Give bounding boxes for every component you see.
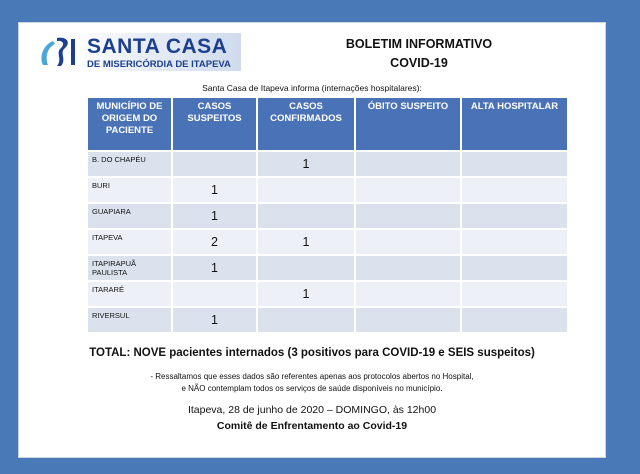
total-summary: TOTAL: NOVE pacientes internados (3 positivos para COVID-19 e SEIS suspeitos) (89, 347, 535, 359)
cell-suspeitos: 1 (173, 204, 256, 228)
logo-subtitle: DE MISERICÓRDIA DE ITAPEVA (87, 59, 231, 70)
logo-title: SANTA CASA (87, 35, 228, 58)
table-row (88, 178, 567, 202)
table-row (88, 282, 567, 306)
cell-municipio: BURI (88, 178, 171, 202)
cell-suspeitos: 1 (173, 256, 256, 280)
cell-confirmados: 1 (258, 230, 354, 254)
header-municipio: MUNICÍPIO DE ORIGEM DO PACIENTE (88, 98, 171, 150)
cell-obito (356, 230, 460, 254)
hospitalizations-table (86, 96, 569, 334)
committee-signature: Comitê de Enfrentamento ao Covid-19 (216, 420, 408, 432)
bulletin-heading (319, 35, 519, 73)
disclaimer-line-2: e NÃO contemplam todos os serviços de saúde disponíveis no município. (181, 384, 443, 393)
cell-alta (462, 204, 567, 228)
bulletin-subtitle: COVID-19 (390, 56, 448, 70)
disclaimer-note (19, 371, 605, 395)
cell-municipio: ITAPEVA (88, 230, 171, 254)
date-line: Itapeva, 28 de junho de 2020 – DOMINGO, às 12h00 (187, 404, 437, 416)
cell-obito (356, 152, 460, 176)
bulletin-card (18, 22, 606, 458)
cell-obito (356, 282, 460, 306)
cell-alta (462, 282, 567, 306)
cell-municipio: RIVERSUL (88, 308, 171, 332)
santa-casa-logo (33, 33, 241, 71)
table-header-row (88, 98, 567, 150)
cell-obito (356, 178, 460, 202)
cell-obito (356, 308, 460, 332)
table-row (88, 152, 567, 176)
cell-suspeitos (173, 282, 256, 306)
header-casos-suspeitos: CASOS SUSPEITOS (173, 98, 256, 150)
table-row (88, 204, 567, 228)
cell-alta (462, 256, 567, 280)
cell-confirmados (258, 178, 354, 202)
cell-municipio: ITAPIRAPUÃ PAULISTA (88, 256, 171, 280)
cell-suspeitos: 2 (173, 230, 256, 254)
table-row (88, 308, 567, 332)
cell-alta (462, 230, 567, 254)
cell-confirmados (258, 256, 354, 280)
cell-alta (462, 178, 567, 202)
santa-casa-emblem-icon (37, 35, 83, 69)
bulletin-title: BOLETIM INFORMATIVO (345, 37, 493, 51)
cell-confirmados: 1 (258, 282, 354, 306)
intro-text: Santa Casa de Itapeva informa (internações hospitalares): (202, 83, 422, 93)
cell-suspeitos: 1 (173, 178, 256, 202)
cell-confirmados (258, 204, 354, 228)
header-alta-hospitalar: ALTA HOSPITALAR (462, 98, 567, 150)
cell-municipio: GUAPIARA (88, 204, 171, 228)
cell-alta (462, 308, 567, 332)
cell-confirmados (258, 308, 354, 332)
disclaimer-line-1: - Ressaltamos que esses dados são referentes apenas aos protocolos abertos no Hospital, (150, 372, 474, 381)
cell-obito (356, 204, 460, 228)
cell-alta (462, 152, 567, 176)
cell-suspeitos: 1 (173, 308, 256, 332)
cell-confirmados: 1 (258, 152, 354, 176)
cell-municipio: ITARARÉ (88, 282, 171, 306)
cell-suspeitos (173, 152, 256, 176)
header-casos-confirmados: CASOS CONFIRMADOS (258, 98, 354, 150)
table-row (88, 230, 567, 254)
cell-municipio: B. DO CHAPÉU (88, 152, 171, 176)
header-obito-suspeito: ÓBITO SUSPEITO (356, 98, 460, 150)
table-row (88, 256, 567, 280)
cell-obito (356, 256, 460, 280)
